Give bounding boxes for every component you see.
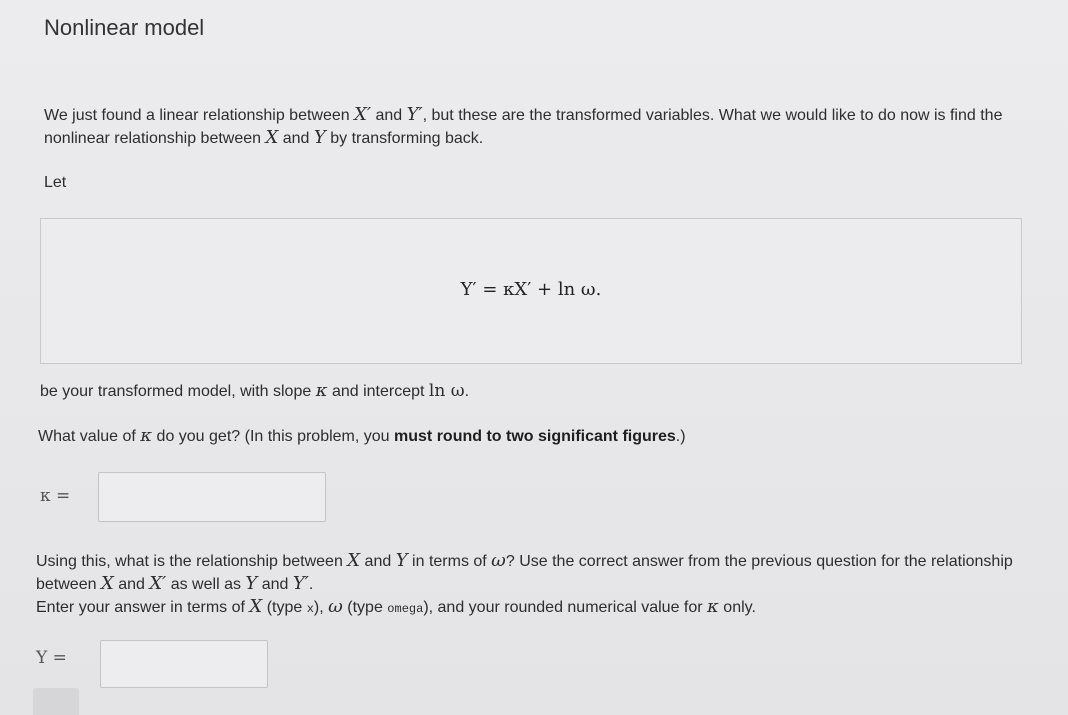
page-title: Nonlinear model: [44, 15, 205, 40]
code-x: x: [306, 602, 314, 616]
kappa-answer-label: κ =: [40, 486, 71, 506]
math-kappa: κ: [315, 380, 328, 401]
y-answer-input[interactable]: [100, 640, 268, 688]
equation-box: [40, 218, 1022, 364]
transformed-model-equation: Y′ = κX′ + ln ω.: [460, 279, 602, 300]
math-y-prime: Y′: [406, 104, 423, 125]
rounding-instruction: must round to two significant figures: [394, 428, 676, 445]
question-kappa: What value of κ do you get? (In this problem, you must round to two significant figures.): [38, 425, 686, 446]
let-label: Let: [44, 174, 67, 191]
math-ln-omega: ln ω: [428, 381, 465, 401]
code-omega: omega: [387, 602, 424, 616]
math-y: Y: [313, 127, 326, 148]
question-relationship: Using this, what is the relationship between X and Y in terms of ω? Use the correct answer from the previous question for the relationship between X and X′ as well as Y and Y′. Enter your answer in terms of X (type x), ω (type omega), and your rounded numerical value for κ only.: [36, 550, 1013, 617]
y-answer-label: Y =: [36, 648, 67, 668]
math-x: X: [265, 127, 279, 148]
math-x-prime: X′: [354, 104, 372, 125]
transformed-model-text: be your transformed model, with slope κ and intercept ln ω.: [40, 380, 470, 401]
math-kappa: κ: [140, 425, 153, 446]
kappa-answer-input[interactable]: [98, 472, 326, 522]
submit-button[interactable]: [33, 688, 79, 715]
intro-paragraph: We just found a linear relationship between X′ and Y′, but these are the transformed variables. What we would like to do now is find the nonlinear relationship between X and Y by transforming back.: [44, 104, 1003, 148]
